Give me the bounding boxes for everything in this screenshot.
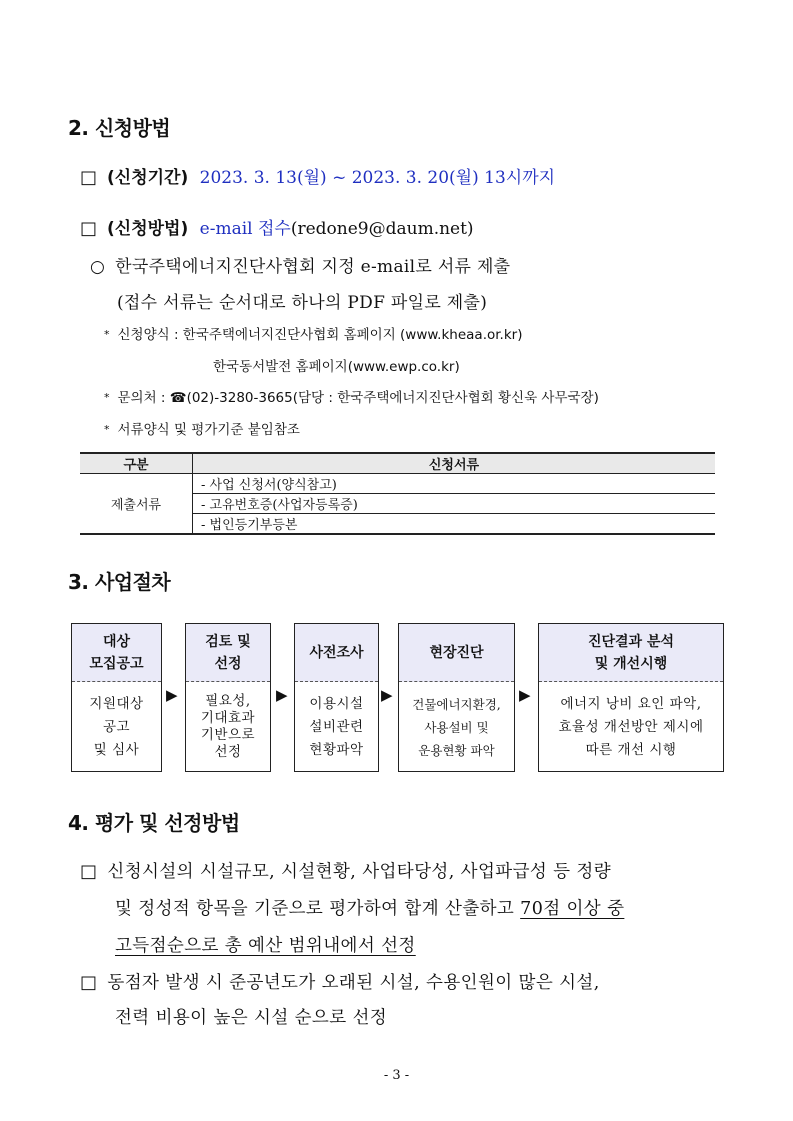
table-group-cell: 제출서류 (80, 474, 193, 535)
process-step-body: 지원대상 공고 및 심사 (89, 695, 144, 758)
process-step-body: 이용시설 설비관련 현황파악 (309, 695, 364, 758)
table-header-category: 구분 (80, 453, 193, 474)
square-bullet-icon: □ (80, 972, 98, 993)
asterisk-icon: * (104, 423, 110, 436)
page-number: - 3 - (383, 1068, 410, 1083)
square-bullet-icon: □ (80, 861, 98, 882)
criteria-text: 신청시설의 시설규모, 시설현황, 사업타당성, 사업파급성 등 정량 (107, 862, 612, 882)
process-step-head: 검토 및 선정 (186, 624, 270, 682)
criteria-para-1-line-2 (115, 895, 624, 920)
table-cell: - 고유번호증(사업자등록증) (193, 494, 716, 514)
section-2-title: 2. 신청방법 (68, 116, 171, 140)
process-step-1 (71, 623, 162, 772)
table-header-row (80, 453, 715, 474)
section-4-title: 4. 평가 및 선정방법 (68, 811, 240, 835)
square-bullet-icon: □ (80, 167, 98, 188)
bullet-submit-sub: (접수 서류는 순서대로 하나의 PDF 파일로 제출) (117, 293, 488, 313)
table-header-documents: 신청서류 (193, 453, 716, 474)
process-step-body: 에너지 낭비 요인 파악, 효율성 개선방안 제시에 따른 개선 시행 (558, 695, 704, 758)
table-row (80, 474, 715, 494)
asterisk-icon: * (104, 391, 110, 404)
process-step-4 (398, 623, 515, 772)
process-step-5 (538, 623, 724, 772)
note-forms (104, 418, 300, 438)
arrow-right-icon: ▶ (381, 686, 393, 704)
note-contact (104, 386, 599, 406)
bullet-submit-text: 한국주택에너지진단사협회 지정 e-mail로 서류 제출 (115, 257, 511, 277)
bullet-submit (90, 252, 510, 277)
arrow-right-icon: ▶ (519, 686, 531, 704)
method-address: (redone9@daum.net) (290, 219, 474, 239)
note-form-2: 한국동서발전 홈페이지(www.ewp.co.kr) (213, 359, 460, 375)
criteria-para-1-line-1 (80, 858, 611, 883)
process-step-head: 사전조사 (295, 624, 378, 682)
process-step-head: 현장진단 (399, 624, 514, 682)
square-bullet-icon: □ (80, 218, 98, 239)
table-cell: - 사업 신청서(양식참고) (193, 474, 716, 494)
arrow-right-icon: ▶ (166, 686, 178, 704)
process-step-head: 진단결과 분석 및 개선시행 (539, 624, 723, 682)
method-email: e-mail 접수 (199, 219, 291, 239)
criteria-para-1-line-3 (115, 932, 416, 957)
criteria-threshold: 70점 이상 중 (520, 899, 625, 919)
criteria-para-2-line-2: 전력 비용이 높은 시설 순으로 선정 (115, 1008, 388, 1028)
period-line (80, 163, 555, 188)
criteria-text: 및 정성적 항목을 기준으로 평가하여 합계 산출하고 (115, 899, 521, 919)
period-value: 2023. 3. 13(월) ~ 2023. 3. 20(월) 13시까지 (199, 168, 556, 188)
note-form (104, 323, 523, 343)
process-step-body: 필요성, 기대효과 기반으로 선정 (200, 693, 256, 760)
section-3-title: 3. 사업절차 (68, 570, 171, 594)
method-label: (신청방법) (107, 219, 189, 239)
process-step-body: 건물에너지환경, 사용설비 및 운용현황 파악 (412, 696, 501, 758)
note-forms-text: 서류양식 및 평가기준 붙임참조 (117, 422, 300, 438)
note-contact-text: 문의처 : ☎(02)-3280-3665(담당 : 한국주택에너지진단사협회 황신욱 사무국장) (117, 390, 599, 406)
criteria-selection: 고득점순으로 총 예산 범위내에서 선정 (115, 936, 416, 956)
process-step-3 (294, 623, 379, 772)
table-cell: - 법인등기부등본 (193, 514, 716, 535)
asterisk-icon: * (104, 328, 110, 341)
process-step-2 (185, 623, 271, 772)
criteria-para-2-line-1 (80, 969, 600, 994)
period-label: (신청기간) (107, 168, 189, 188)
criteria-text: 동점자 발생 시 준공년도가 오래된 시설, 수용인원이 많은 시설, (107, 973, 600, 993)
circle-bullet-icon: ○ (90, 257, 106, 277)
process-step-head: 대상 모집공고 (72, 624, 161, 682)
documents-table (80, 452, 715, 535)
method-line (80, 214, 474, 239)
arrow-right-icon: ▶ (276, 686, 288, 704)
note-form-text: 신청양식 : 한국주택에너지진단사협회 홈페이지 (www.kheaa.or.kr) (117, 327, 523, 343)
